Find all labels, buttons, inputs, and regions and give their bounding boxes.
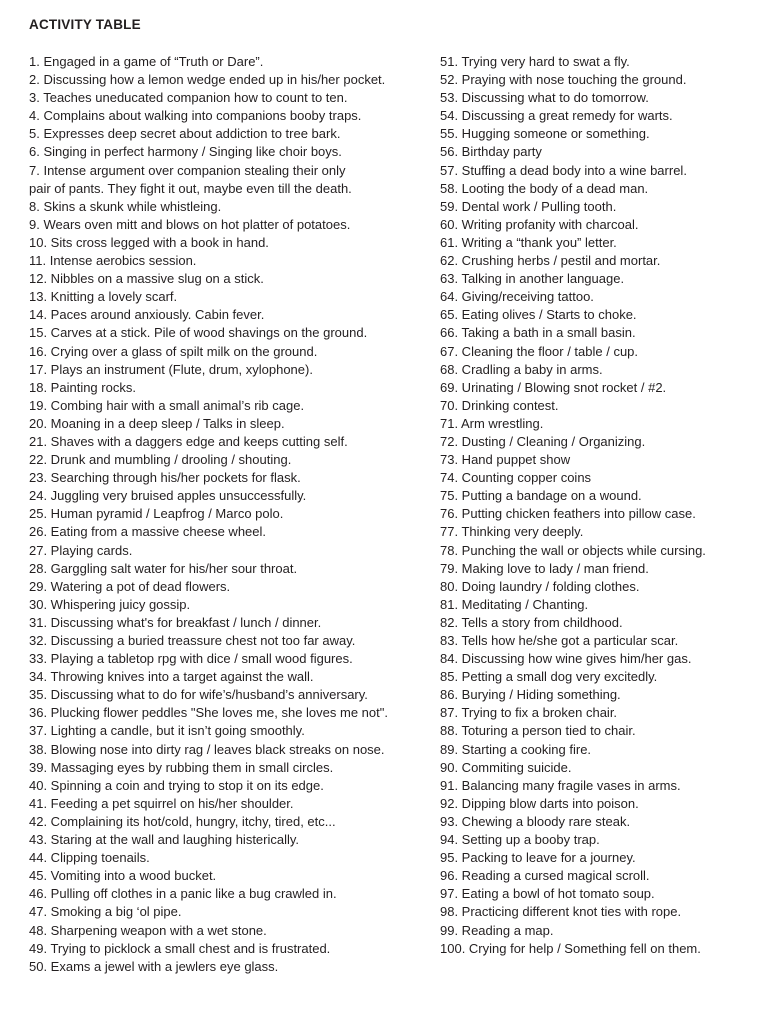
activity-item: 49. Trying to picklock a small chest and is frustrated. bbox=[29, 940, 331, 956]
activity-item: 41. Feeding a pet squirrel on his/her shoulder. bbox=[29, 795, 294, 811]
activity-item: 28. Garggling salt water for his/her sour throat. bbox=[29, 560, 298, 576]
activity-item: 11. Intense aerobics session. bbox=[29, 253, 197, 269]
activity-item: 70. Drinking contest. bbox=[440, 397, 559, 413]
activity-item: 1. Engaged in a game of “Truth or Dare”. bbox=[29, 54, 264, 69]
page-title: ACTIVITY TABLE bbox=[29, 17, 141, 32]
activity-item: 51. Trying very hard to swat a fly. bbox=[440, 54, 630, 69]
activity-item: 4. Complains about walking into companions booby traps. bbox=[29, 108, 362, 124]
activity-item: 57. Stuffing a dead body into a wine barrel. bbox=[440, 162, 687, 178]
activity-item: 37. Lighting a candle, but it isn’t going smoothly. bbox=[29, 723, 305, 739]
activity-item: 75. Putting a bandage on a wound. bbox=[440, 488, 642, 504]
activity-item: 56. Birthday party bbox=[440, 144, 542, 160]
activity-item: 71. Arm wrestling. bbox=[440, 415, 544, 431]
activity-item: 81. Meditating / Chanting. bbox=[440, 596, 589, 612]
activity-item: 30. Whispering juicy gossip. bbox=[29, 596, 191, 612]
activity-item: 98. Practicing different knot ties with rope. bbox=[440, 904, 682, 920]
activity-item: 47. Smoking a big ‘ol pipe. bbox=[29, 904, 182, 920]
activity-item: 80. Doing laundry / folding clothes. bbox=[440, 578, 640, 594]
activity-item: 73. Hand puppet show bbox=[440, 452, 571, 468]
activity-item: 29. Watering a pot of dead flowers. bbox=[29, 578, 231, 594]
activity-item: 72. Dusting / Cleaning / Organizing. bbox=[440, 433, 646, 449]
activity-item: 27. Playing cards. bbox=[29, 542, 133, 558]
activity-item: 10. Sits cross legged with a book in hand. bbox=[29, 234, 269, 250]
activity-item: 52. Praying with nose touching the ground. bbox=[440, 72, 687, 88]
activity-item: 78. Punching the wall or objects while cursing. bbox=[440, 542, 706, 558]
activity-item: 43. Staring at the wall and laughing histerically. bbox=[29, 832, 300, 848]
activity-item: 55. Hugging someone or something. bbox=[440, 126, 650, 142]
activity-item: 8. Skins a skunk while whistleing. bbox=[29, 198, 222, 214]
activity-item: 26. Eating from a massive cheese wheel. bbox=[29, 524, 267, 540]
activity-item: 68. Cradling a baby in arms. bbox=[440, 361, 603, 377]
activity-item: 90. Commiting suicide. bbox=[440, 759, 572, 775]
activity-item: 77. Thinking very deeply. bbox=[440, 524, 584, 540]
activity-item: 16. Crying over a glass of spilt milk on the ground. bbox=[29, 343, 318, 359]
activity-item: 35. Discussing what to do for wife’s/husband’s anniversary. bbox=[29, 687, 368, 703]
activity-item: 59. Dental work / Pulling tooth. bbox=[440, 198, 617, 214]
activity-item: 22. Drunk and mumbling / drooling / shouting. bbox=[29, 452, 292, 468]
activity-item: 63. Talking in another language. bbox=[440, 271, 625, 287]
activity-item: 58. Looting the body of a dead man. bbox=[440, 180, 649, 196]
activity-item: 82. Tells a story from childhood. bbox=[440, 614, 623, 630]
activity-item: 24. Juggling very bruised apples unsuccessfully. bbox=[29, 488, 307, 504]
activity-item: 69. Urinating / Blowing snot rocket / #2. bbox=[440, 379, 667, 395]
activity-item: 84. Discussing how wine gives him/her gas. bbox=[440, 651, 692, 667]
activity-item: 53. Discussing what to do tomorrow. bbox=[440, 90, 649, 106]
activity-item: 21. Shaves with a daggers edge and keeps cutting self. bbox=[29, 433, 348, 449]
activity-item: 7. Intense argument over companion stealing their only bbox=[29, 162, 346, 178]
activity-item: 38. Blowing nose into dirty rag / leaves black streaks on nose. bbox=[29, 741, 385, 757]
activity-item: 79. Making love to lady / man friend. bbox=[440, 560, 649, 576]
activity-item: 91. Balancing many fragile vases in arms. bbox=[440, 777, 681, 793]
activity-item: 61. Writing a “thank you” letter. bbox=[440, 234, 617, 250]
activity-item: 92. Dipping blow darts into poison. bbox=[440, 795, 639, 811]
activity-item: 9. Wears oven mitt and blows on hot platter of potatoes. bbox=[29, 216, 351, 232]
activity-item: 100. Crying for help / Something fell on them. bbox=[440, 940, 701, 956]
activity-list-right bbox=[440, 53, 706, 958]
activity-item: 88. Toturing a person tied to chair. bbox=[440, 723, 636, 739]
activity-item: 45. Vomiting into a wood bucket. bbox=[29, 868, 217, 884]
activity-item: 31. Discussing what's for breakfast / lunch / dinner. bbox=[29, 614, 322, 630]
activity-item: 33. Playing a tabletop rpg with dice / small wood figures. bbox=[29, 651, 353, 667]
activity-item: 60. Writing profanity with charcoal. bbox=[440, 216, 639, 232]
activity-item: 25. Human pyramid / Leapfrog / Marco polo. bbox=[29, 506, 284, 522]
activity-item: 66. Taking a bath in a small basin. bbox=[440, 325, 636, 341]
activity-item: 15. Carves at a stick. Pile of wood shavings on the ground. bbox=[29, 325, 368, 341]
activity-item: 12. Nibbles on a massive slug on a stick. bbox=[29, 271, 264, 287]
activity-item: 2. Discussing how a lemon wedge ended up in his/her pocket. bbox=[29, 72, 386, 88]
activity-item: 17. Plays an instrument (Flute, drum, xylophone). bbox=[29, 361, 313, 377]
activity-item: 6. Singing in perfect harmony / Singing like choir boys. bbox=[29, 144, 342, 160]
activity-item: 62. Crushing herbs / pestil and mortar. bbox=[440, 253, 661, 269]
activity-item: 19. Combing hair with a small animal’s rib cage. bbox=[29, 397, 305, 413]
activity-item: 20. Moaning in a deep sleep / Talks in sleep. bbox=[29, 415, 285, 431]
activity-item: 14. Paces around anxiously. Cabin fever. bbox=[29, 307, 265, 323]
activity-item: 96. Reading a cursed magical scroll. bbox=[440, 868, 650, 884]
activity-item: 64. Giving/receiving tattoo. bbox=[440, 289, 594, 305]
activity-item: 97. Eating a bowl of hot tomato soup. bbox=[440, 886, 655, 902]
activity-item: 67. Cleaning the floor / table / cup. bbox=[440, 343, 639, 359]
activity-item: 3. Teaches uneducated companion how to count to ten. bbox=[29, 90, 348, 106]
activity-item: 34. Throwing knives into a target against the wall. bbox=[29, 669, 314, 685]
activity-item: 65. Eating olives / Starts to choke. bbox=[440, 307, 637, 323]
activity-item: 54. Discussing a great remedy for warts. bbox=[440, 108, 673, 124]
activity-item: 95. Packing to leave for a journey. bbox=[440, 850, 636, 866]
activity-item: 5. Expresses deep secret about addiction to tree bark. bbox=[29, 126, 341, 142]
activity-item: 86. Burying / Hiding something. bbox=[440, 687, 621, 703]
activity-item: 48. Sharpening weapon with a wet stone. bbox=[29, 922, 267, 938]
activity-item: 44. Clipping toenails. bbox=[29, 850, 150, 866]
activity-item: 76. Putting chicken feathers into pillow case. bbox=[440, 506, 696, 522]
activity-item: 94. Setting up a booby trap. bbox=[440, 832, 600, 848]
activity-item: 13. Knitting a lovely scarf. bbox=[29, 289, 178, 305]
activity-list-left bbox=[29, 53, 388, 976]
activity-item: 89. Starting a cooking fire. bbox=[440, 741, 592, 757]
activity-item: 74. Counting copper coins bbox=[440, 470, 592, 486]
activity-item: 36. Plucking flower peddles "She loves me, she loves me not". bbox=[29, 705, 388, 721]
activity-item: 40. Spinning a coin and trying to stop it on its edge. bbox=[29, 777, 324, 793]
activity-item: 50. Exams a jewel with a jewlers eye glass. bbox=[29, 958, 279, 974]
activity-item: 93. Chewing a bloody rare steak. bbox=[440, 813, 631, 829]
activity-item: 87. Trying to fix a broken chair. bbox=[440, 705, 618, 721]
activity-item: 83. Tells how he/she got a particular scar. bbox=[440, 633, 679, 648]
activity-item: 99. Reading a map. bbox=[440, 922, 554, 938]
activity-item: 39. Massaging eyes by rubbing them in small circles. bbox=[29, 759, 334, 775]
activity-item: 23. Searching through his/her pockets for flask. bbox=[29, 470, 301, 486]
activity-item: 46. Pulling off clothes in a panic like a bug crawled in. bbox=[29, 886, 337, 902]
activity-item: 85. Petting a small dog very excitedly. bbox=[440, 669, 658, 685]
activity-item: 42. Complaining its hot/cold, hungry, itchy, tired, etc... bbox=[29, 813, 336, 829]
activity-item: 32. Discussing a buried treassure chest not too far away. bbox=[29, 633, 356, 648]
activity-item: 18. Painting rocks. bbox=[29, 379, 136, 395]
activity-item: pair of pants. They fight it out, maybe even till the death. bbox=[29, 180, 352, 196]
